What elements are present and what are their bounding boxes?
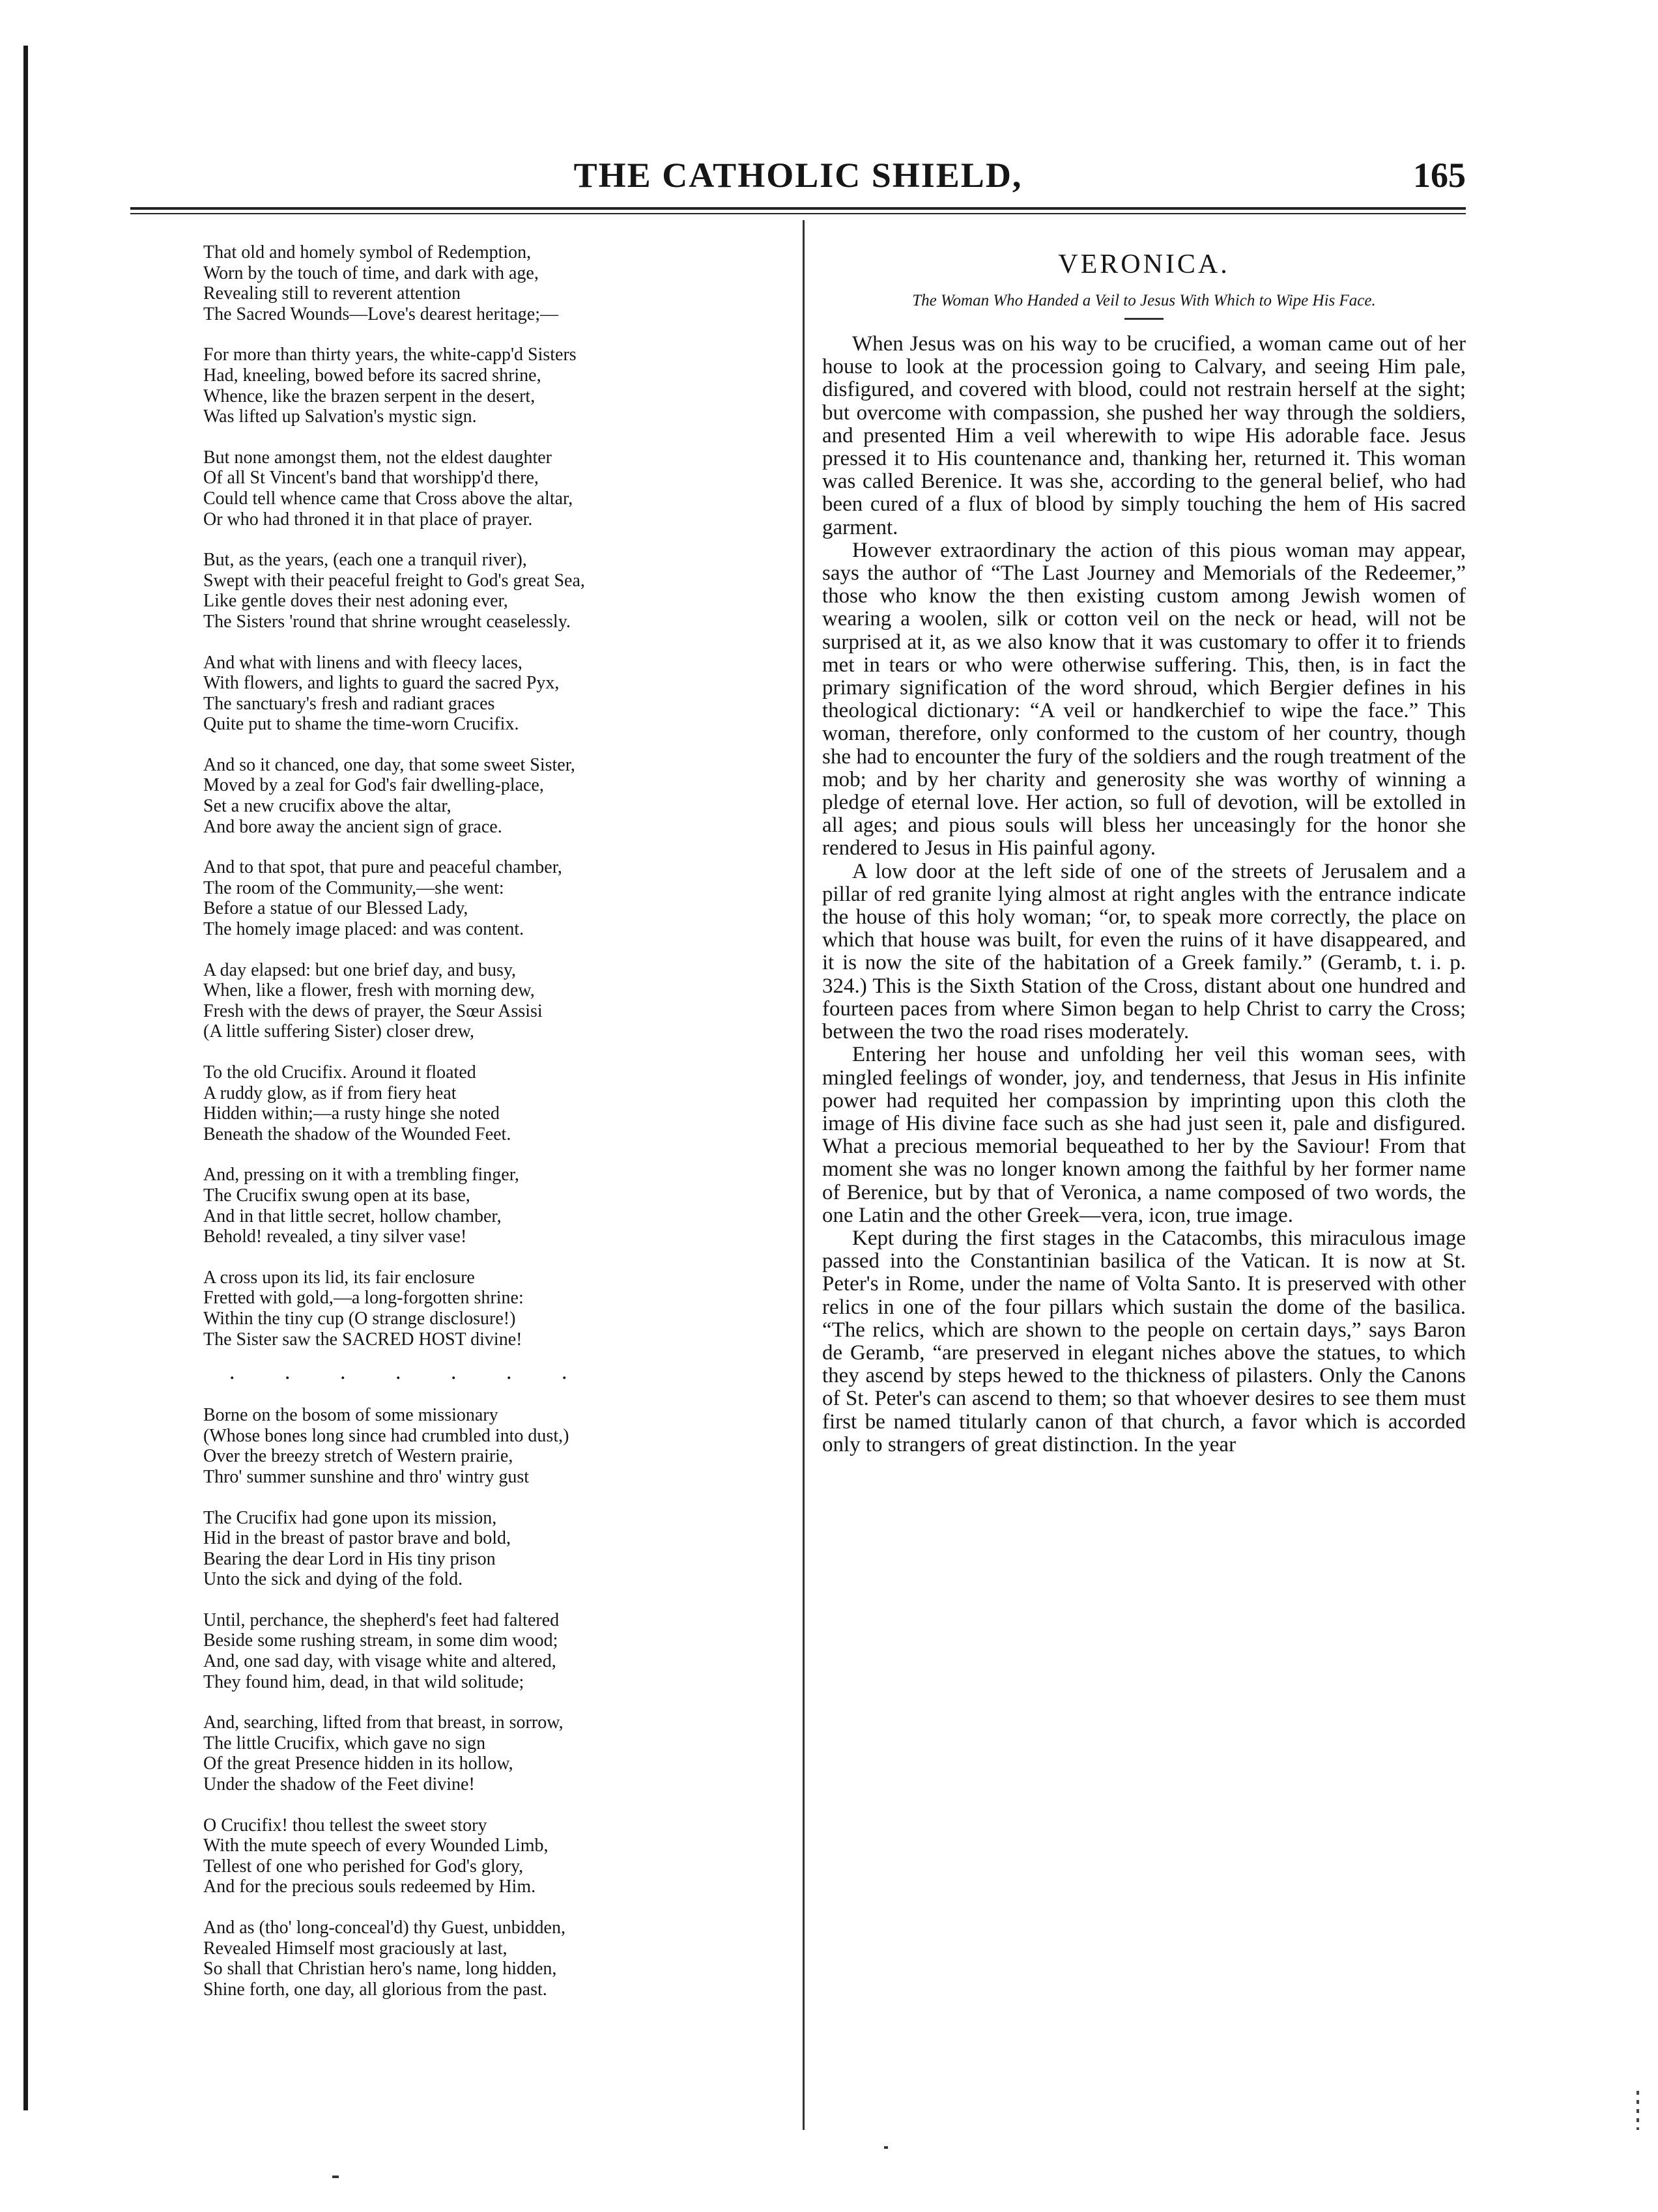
poem-line: Or who had throned it in that place of prayer. xyxy=(203,509,533,530)
poem-stanza xyxy=(203,550,777,632)
article-title: VERONICA. xyxy=(1058,249,1230,279)
poem-line: And to that spot, that pure and peaceful chamber, xyxy=(203,857,562,878)
poem-line: Revealed Himself most graciously at last, xyxy=(203,1938,507,1959)
poem-line: (Whose bones long since had crumbled into dust,) xyxy=(203,1425,569,1446)
article-paragraph: When Jesus was on his way to be crucified, a woman came out of her house to look at the procession going to Calvary, and seeing Him pale, disfigured, and covered with blood, could not restrain herself at the sight; but overcome with compassion, she pushed her way through the soldiers, and presented Him a veil wherewith to wipe His adorable face. Jesus pressed it to His countenance and, thanking her, returned it. This woman was called Berenice. It was she, according to the general belief, who had been cured of a flux of blood by simply touching the hem of His sacred garment. xyxy=(822,332,1466,539)
poem-line: Before a statue of our Blessed Lady, xyxy=(203,898,468,919)
column-divider xyxy=(803,220,805,2130)
poem-line: So shall that Christian hero's name, long hidden, xyxy=(203,1959,557,1979)
poem-line: Of the great Presence hidden in its hollow, xyxy=(203,1753,513,1774)
poem-line: And so it chanced, one day, that some sweet Sister, xyxy=(203,754,575,775)
poem-line: And what with linens and with fleecy laces, xyxy=(203,652,522,673)
poem-column xyxy=(203,242,777,2020)
poem-line: The Crucifix had gone upon its mission, xyxy=(203,1507,497,1528)
header-rule xyxy=(130,207,1466,210)
poem-line: Like gentle doves their nest adoning ever, xyxy=(203,591,508,612)
poem-stanza xyxy=(203,447,777,530)
page-edge-bar xyxy=(23,46,28,2110)
poem-line: Quite put to shame the time-worn Crucifix. xyxy=(203,714,519,735)
poem-line: Until, perchance, the shepherd's feet had faltered xyxy=(203,1609,560,1630)
poem-line: Bearing the dear Lord in His tiny prison xyxy=(203,1548,496,1569)
print-mark xyxy=(332,2176,339,2178)
poem-line: When, like a flower, fresh with morning dew, xyxy=(203,980,535,1001)
poem-line: The Crucifix swung open at its base, xyxy=(203,1185,470,1206)
poem-line: Fretted with gold,—a long-forgotten shrine: xyxy=(203,1288,524,1309)
poem-line: Hidden within;—a rusty hinge she noted xyxy=(203,1103,500,1124)
poem-line: And, one sad day, with visage white and altered, xyxy=(203,1651,556,1672)
running-title: THE CATHOLIC SHIELD, xyxy=(573,156,1023,195)
poem-line: And, searching, lifted from that breast, in sorrow, xyxy=(203,1712,564,1733)
poem-line: But, as the years, (each one a tranquil river), xyxy=(203,550,527,571)
poem-line: Borne on the bosom of some missionary xyxy=(203,1405,498,1426)
poem-stanza xyxy=(203,653,777,735)
poem-line: The room of the Community,—she went: xyxy=(203,877,504,898)
poem-line: Within the tiny cup (O strange disclosure!) xyxy=(203,1308,516,1329)
poem-stanza xyxy=(203,1610,777,1692)
poem-stanza xyxy=(203,960,777,1042)
poem-line: A cross upon its lid, its fair enclosure xyxy=(203,1267,475,1288)
poem-line: And as (tho' long-conceal'd) thy Guest, unbidden, xyxy=(203,1918,565,1938)
poem-line: The Sisters 'round that shrine wrought ceaselessly. xyxy=(203,611,571,632)
print-mark xyxy=(1637,2091,1639,2130)
article-body xyxy=(822,333,1466,1456)
poem-line: Worn by the touch of time, and dark with age, xyxy=(203,262,539,283)
article-subtitle: The Woman Who Handed a Veil to Jesus With Which to Wipe His Face. xyxy=(912,292,1376,309)
poem-line: And bore away the ancient sign of grace. xyxy=(203,816,502,837)
poem-line: A day elapsed: but one brief day, and busy, xyxy=(203,959,517,980)
poem-stanza xyxy=(203,1165,777,1247)
poem-line: Beneath the shadow of the Wounded Feet. xyxy=(203,1124,511,1144)
poem-line: The Sister saw the SACRED HOST divine! xyxy=(203,1329,522,1350)
poem-line: Could tell whence came that Cross above the altar, xyxy=(203,488,573,509)
poem-line: They found him, dead, in that wild solitude; xyxy=(203,1671,524,1692)
poem-line: Moved by a zeal for God's fair dwelling-place, xyxy=(203,775,544,796)
title-rule xyxy=(1124,318,1164,320)
poem-line: To the old Crucifix. Around it floated xyxy=(203,1062,476,1083)
poem-line: Fresh with the dews of prayer, the Sœur Assisi xyxy=(203,1000,543,1021)
poem-line: Of all St Vincent's band that worshipp'd there, xyxy=(203,468,539,489)
poem-line: The Sacred Wounds—Love's dearest heritage;— xyxy=(203,304,558,324)
poem-line: Was lifted up Salvation's mystic sign. xyxy=(203,406,477,427)
header-rule-thin xyxy=(130,213,1466,214)
poem-stanza xyxy=(203,1815,777,1897)
print-mark xyxy=(884,2146,888,2149)
poem-line: Over the breezy stretch of Western prairie, xyxy=(203,1446,513,1467)
poem-stanza xyxy=(203,1268,777,1350)
poem-stanza xyxy=(203,345,777,427)
poem-line: Hid in the breast of pastor brave and bold, xyxy=(203,1528,511,1549)
poem-line: For more than thirty years, the white-capp'd Sisters xyxy=(203,345,577,365)
article-paragraph: Kept during the first stages in the Catacombs, this miraculous image passed into the Constantinian basilica of the Vatican. It is now at St. Peter's in Rome, under the name of Volta Santo. It is preserved with other relics in one of the four pillars which sustain the dome of the basilica. “The relics, which are shown to the people on certain days,” says Baron de Geramb, “are preserved in elegant niches above the statues, to which they ascend by steps hewed to the thickness of pilasters. Only the Canons of St. Peter's can ascend to them; so that whoever desires to see them must first be named titularly canon of that church, a favor which is accorded only to strangers of great distinction. In the year xyxy=(822,1226,1466,1456)
poem-line: With flowers, and lights to guard the sacred Pyx, xyxy=(203,673,560,694)
poem-line: Had, kneeling, bowed before its sacred shrine, xyxy=(203,365,541,386)
page-number: 165 xyxy=(1413,156,1466,195)
poem-line: Under the shadow of the Feet divine! xyxy=(203,1774,475,1795)
poem-line: That old and homely symbol of Redemption, xyxy=(203,242,532,262)
poem-line: Shine forth, one day, all glorious from the past. xyxy=(203,1979,547,2000)
poem-line: (A little suffering Sister) closer drew, xyxy=(203,1021,475,1042)
poem-line: Whence, like the brazen serpent in the desert, xyxy=(203,386,536,406)
poem-stanza xyxy=(203,755,777,837)
poem-line: Behold! revealed, a tiny silver vase! xyxy=(203,1227,467,1247)
poem-stanza xyxy=(203,857,777,939)
article-paragraph: However extraordinary the action of this pious woman may appear, says the author of “The Last Journey and Memorials of the Redeemer,” those who know the then existing custom among Jewish women of wearing a woolen, silk or cotton veil on the neck or head, will not be surprised at it, as we also know that it was customary to offer it to friends met in tears or who were otherwise suffering. This, then, is in fact the primary signification of the word shroud, which Bergier defines in his theological dictionary: “A veil or handkerchief to wipe the face.” This woman, therefore, only conformed to the custom of her country, though she had to encounter the fury of the soldiers and the rough treatment of the mob; and by her charity and generosity she was worthy of winning a pledge of eternal love. Her action, so full of devotion, will be extolled in all ages; and pious souls will bless her unceasingly for the honor she rendered to Jesus in His painful agony. xyxy=(822,538,1466,860)
poem-stanza xyxy=(203,1062,777,1144)
poem-stanza xyxy=(203,1508,777,1590)
article-paragraph: Entering her house and unfolding her veil this woman sees, with mingled feelings of wonder, joy, and tenderness, that Jesus in His infinite power had requited her compassion by imprinting upon this cloth the image of His divine face such as she had just seen it, pale and disfigured. What a precious memorial bequeathed to her by the Saviour! From that moment she was no longer known among the faithful by her former name of Berenice, but by that of Veronica, a name composed of two words, the one Latin and the other Greek—vera, icon, true image. xyxy=(822,1043,1466,1227)
poem-line: Tellest of one who perished for God's glory, xyxy=(203,1856,524,1877)
poem-line: But none amongst them, not the eldest daughter xyxy=(203,447,552,468)
article-paragraph: A low door at the left side of one of the streets of Jerusalem and a pillar of red granite lying almost at right angles with the entrance indicate the house of this holy woman; “or, to speak more correctly, the place on which that house was built, for even the ruins of it have disappeared, and it is now the site of the habitation of a Greek family.” (Geramb, t. i. p. 324.) This is the Sixth Station of the Cross, distant about one hundred and fourteen paces from where Simon began to help Christ to carry the Cross; between the two the road rises moderately. xyxy=(822,859,1466,1044)
poem-line: Swept with their peaceful freight to God's great Sea, xyxy=(203,570,585,591)
poem-line: Set a new crucifix above the altar, xyxy=(203,796,451,817)
poem-line: Revealing still to reverent attention xyxy=(203,283,461,304)
poem-line: A ruddy glow, as if from fiery heat xyxy=(203,1083,457,1103)
article-column xyxy=(822,242,1466,1456)
poem-line: And, pressing on it with a trembling finger, xyxy=(203,1165,519,1185)
poem-line: And in that little secret, hollow chamber, xyxy=(203,1206,502,1227)
poem-line: The homely image placed: and was content. xyxy=(203,919,524,940)
poem-line: Unto the sick and dying of the fold. xyxy=(203,1569,463,1590)
poem-line: Thro' summer sunshine and thro' wintry gust xyxy=(203,1466,530,1487)
section-break-dots: . . . . . . . xyxy=(229,1360,590,1385)
poem-line: And for the precious souls redeemed by Him. xyxy=(203,1877,536,1897)
poem-line: The sanctuary's fresh and radiant graces xyxy=(203,693,495,714)
poem-line: Beside some rushing stream, in some dim wood; xyxy=(203,1630,558,1651)
poem-line: O Crucifix! thou tellest the sweet story xyxy=(203,1815,487,1836)
poem-stanza xyxy=(203,1405,777,1487)
poem-line: The little Crucifix, which gave no sign xyxy=(203,1733,486,1753)
page-header xyxy=(130,147,1466,206)
poem-stanza xyxy=(203,1712,777,1794)
poem-stanza xyxy=(203,1918,777,2000)
poem-line: With the mute speech of every Wounded Limb, xyxy=(203,1836,549,1856)
poem-stanza xyxy=(203,242,777,324)
